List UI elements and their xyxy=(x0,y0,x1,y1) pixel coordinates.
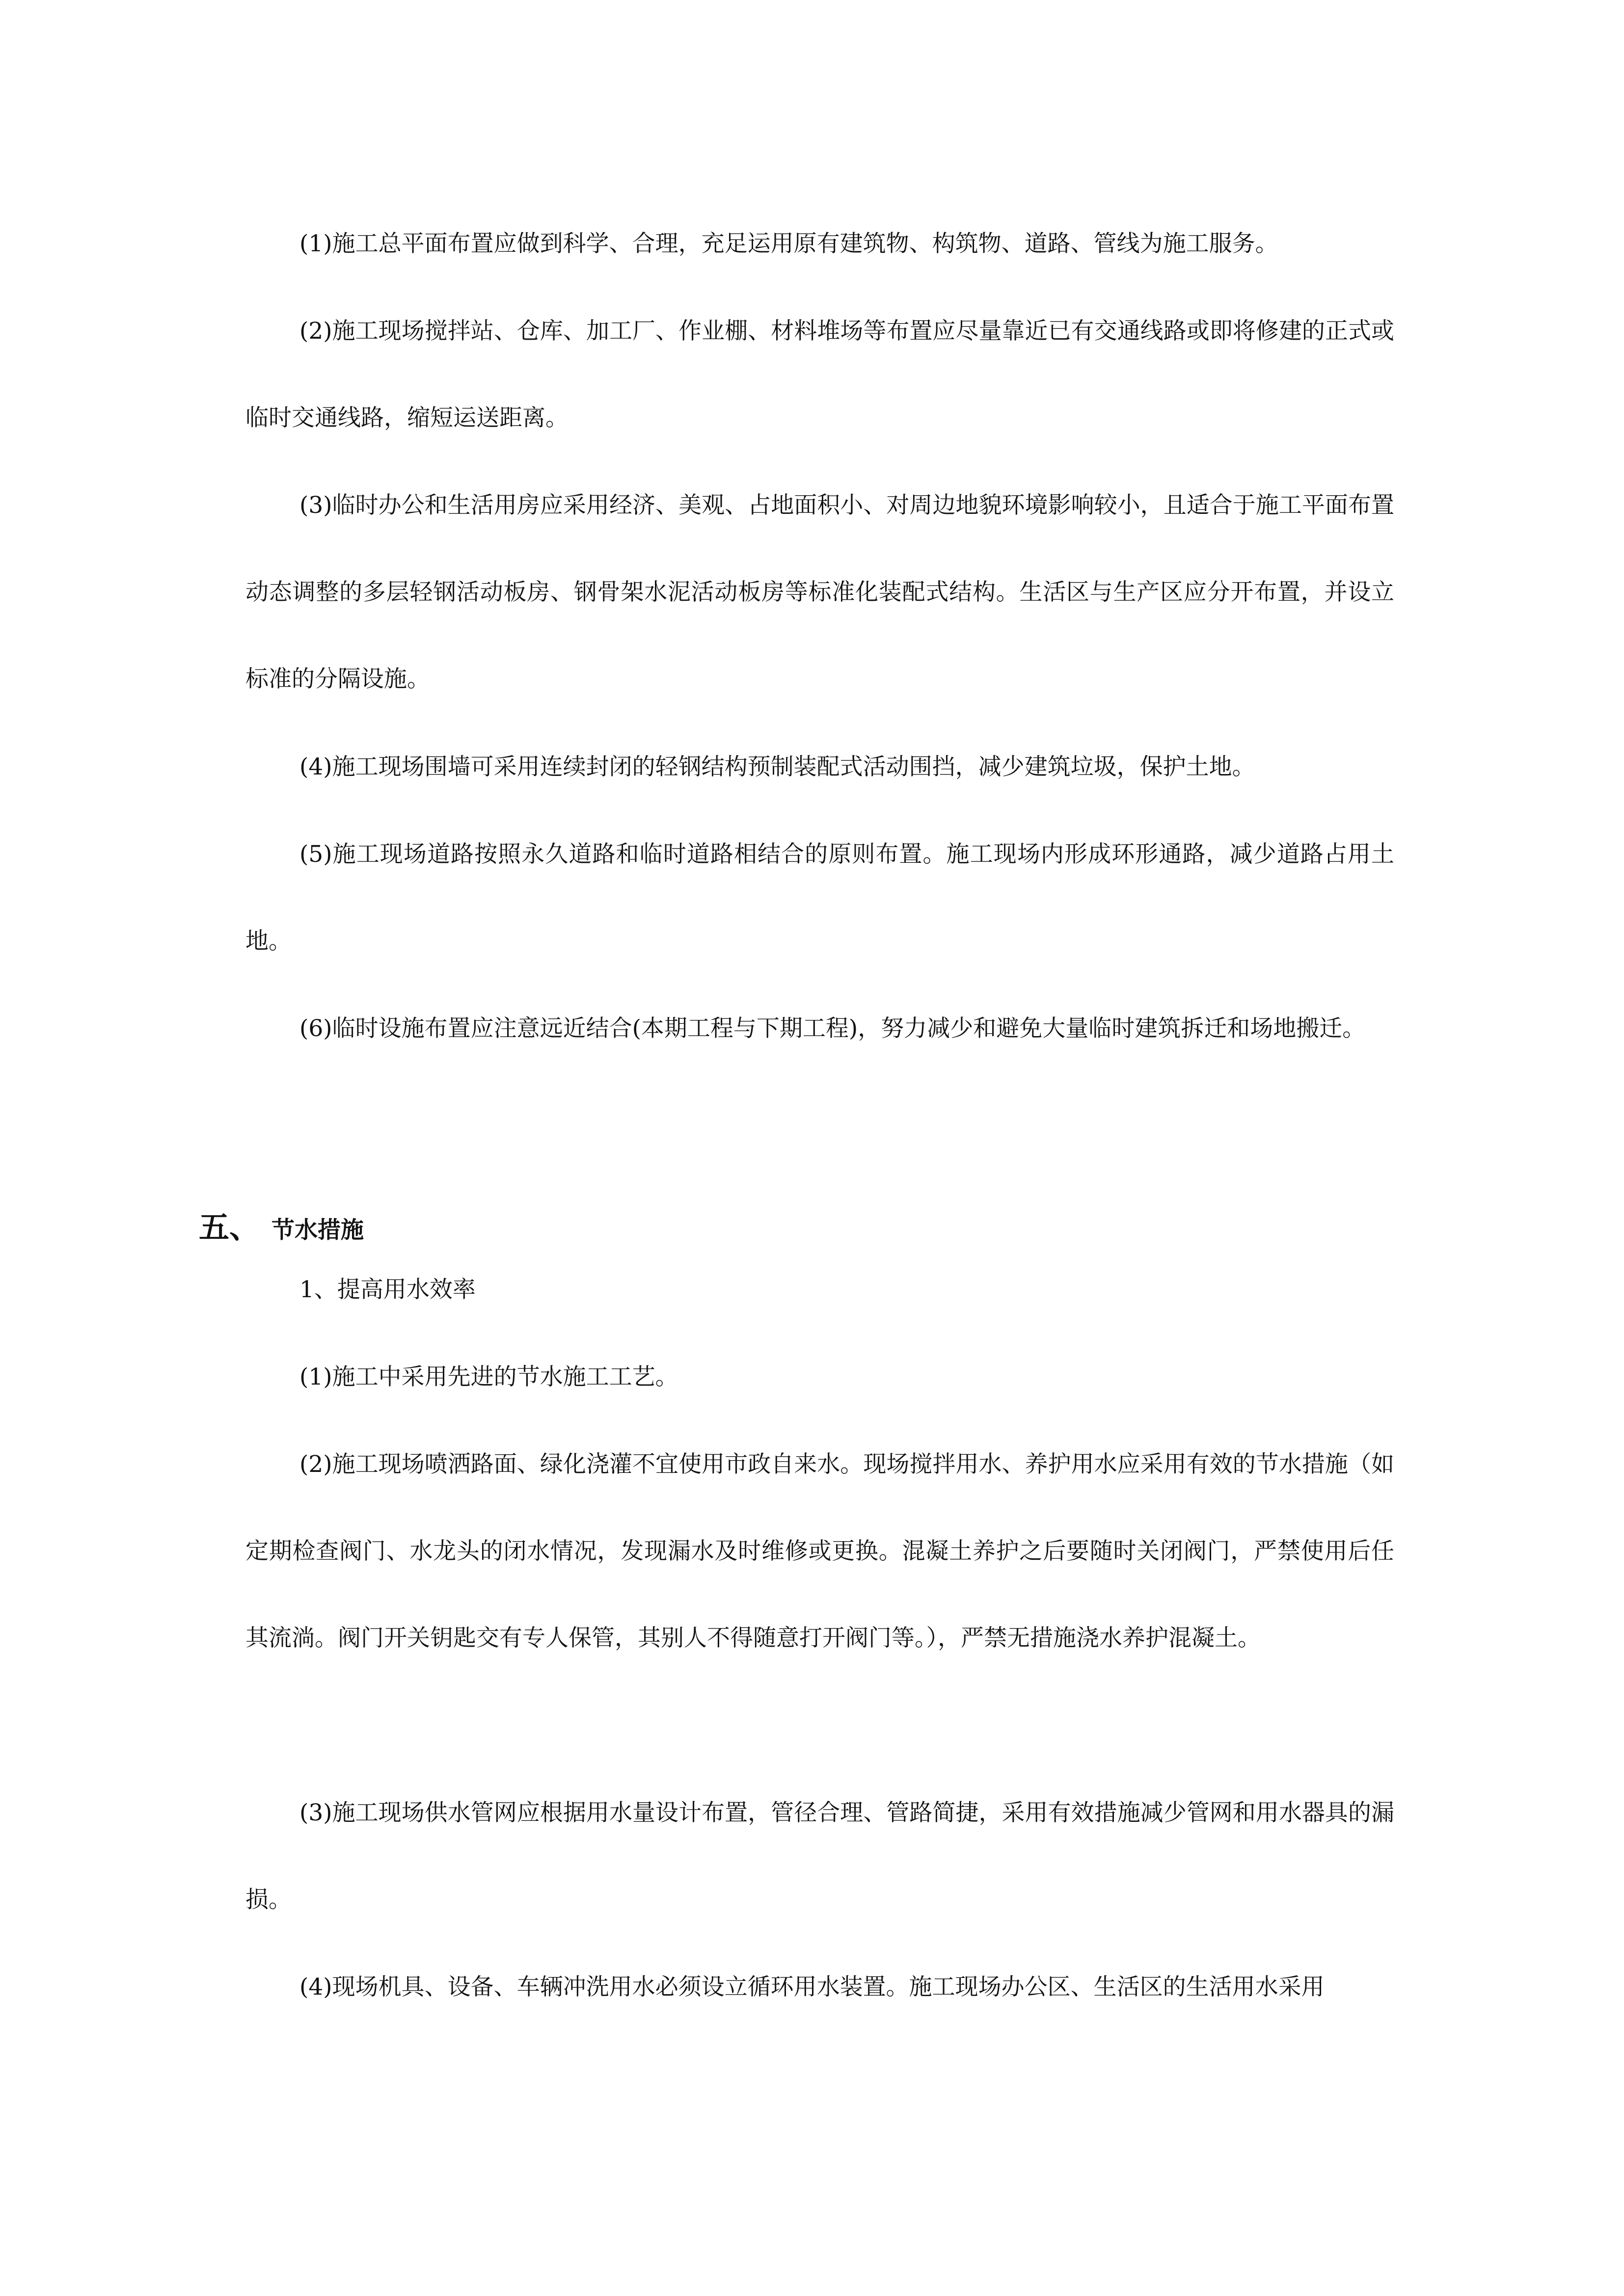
section-number: 五、 xyxy=(199,1209,260,1245)
paragraph-water-3: (3)施工现场供水管网应根据用水量设计布置，管径合理、管路简捷，采用有效措施减少管网和用水器具的漏损。 xyxy=(245,1799,1394,1913)
paragraph-layout-1: (1)施工总平面布置应做到科学、合理，充足运用原有建筑物、构筑物、道路、管线为施工服务。 xyxy=(299,230,1278,257)
paragraph-layout-2: (2)施工现场搅拌站、仓库、加工厂、作业棚、材料堆场等布置应尽量靠近已有交通线路或即将修建的正式或临时交通线路，缩短运送距离。 xyxy=(245,318,1394,431)
paragraph-water-2: (2)施工现场喷洒路面、绿化浇灌不宜使用市政自来水。现场搅拌用水、养护用水应采用有效的节水措施（如定期检查阀门、水龙头的闭水情况，发现漏水及时维修或更换。混凝土养护之后要随时关闭阀门，严禁使用后任其流淌。阀门开关钥匙交有专人保管，其别人不得随意打开阀门等。），严禁无措施浇水养护混凝土。 xyxy=(245,1451,1394,1652)
paragraph-layout-4: (4)施工现场围墙可采用连续封闭的轻钢结构预制装配式活动围挡，减少建筑垃圾，保护土地。 xyxy=(299,753,1255,780)
paragraph-water-1: (1)施工中采用先进的节水施工工艺。 xyxy=(299,1363,678,1390)
paragraph-layout-6: (6)临时设施布置应注意远近结合(本期工程与下期工程)，努力减少和避免大量临时建筑拆迁和场地搬迁。 xyxy=(299,1015,1366,1042)
section-title: 节水措施 xyxy=(271,1217,364,1244)
subheading-water-efficiency: 1、提高用水效率 xyxy=(299,1276,476,1303)
paragraph-water-4: (4)现场机具、设备、车辆冲洗用水必须设立循环用水装置。施工现场办公区、生活区的生活用水采用 xyxy=(299,1974,1325,2001)
paragraph-layout-3: (3)临时办公和生活用房应采用经济、美观、占地面积小、对周边地貌环境影响较小，且适合于施工平面布置动态调整的多层轻钢活动板房、钢骨架水泥活动板房等标准化装配式结构。生活区与生产区应分开布置，并设立标准的分隔设施。 xyxy=(245,492,1394,693)
paragraph-layout-5: (5)施工现场道路按照永久道路和临时道路相结合的原则布置。施工现场内形成环形通路，减少道路占用土地。 xyxy=(245,841,1394,955)
